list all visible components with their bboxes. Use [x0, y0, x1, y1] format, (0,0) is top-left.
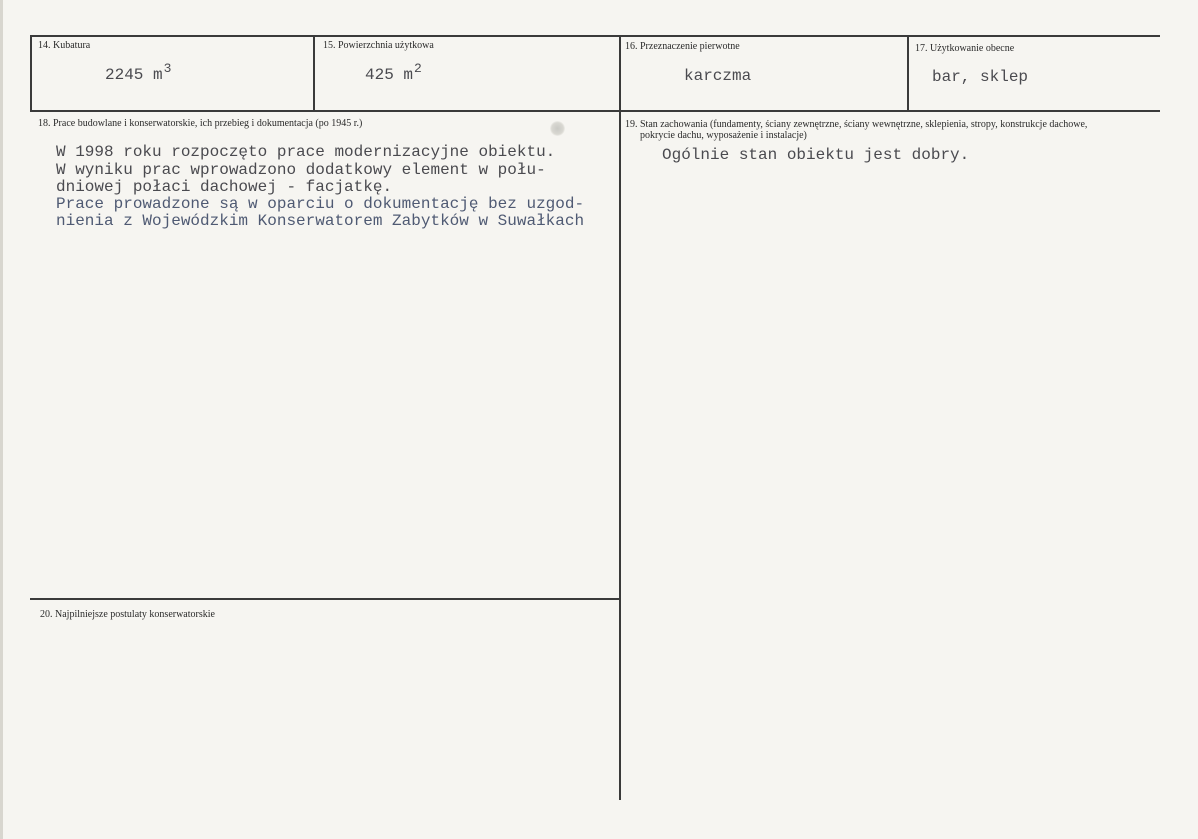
- field-18-line-3: dniowej połaci dachowej - facjatkę.: [56, 178, 393, 196]
- left-border: [30, 35, 32, 112]
- field-16-value: karczma: [684, 67, 752, 85]
- field-15-value: 425 $m^2$: [365, 61, 422, 84]
- row1-bottom-rule: [30, 110, 1160, 112]
- field-18-line-4: Prace prowadzone są w oparciu o dokumentację bez uzgod-: [56, 195, 585, 213]
- field-18-line-1: W 1998 roku rozpoczęto prace modernizacyjne obiektu.: [56, 143, 556, 161]
- field-17-value: bar, sklep: [932, 68, 1029, 86]
- field-20-label: 20. Najpilniejsze postulaty konserwatorskie: [40, 609, 215, 620]
- field-16-label: 16. Przeznaczenie pierwotne: [625, 41, 740, 52]
- field-19-value: Ogólnie stan obiektu jest dobry.: [662, 146, 970, 164]
- row2-split-rule: [30, 598, 621, 600]
- field-14-value: 2245 $m^3$: [105, 61, 172, 84]
- top-rule: [30, 35, 1160, 37]
- field-15-label: 15. Powierzchnia użytkowa: [323, 40, 434, 51]
- divider-15-16: [619, 35, 621, 800]
- field-18-label: 18. Prace budowlane i konserwatorskie, ich przebieg i dokumentacja (po 1945 r.): [38, 118, 363, 129]
- field-18-line-5: nienia z Wojewódzkim Konserwatorem Zabytków w Suwałkach: [56, 212, 585, 230]
- scan-edge: [0, 0, 3, 839]
- divider-14-15: [313, 35, 315, 112]
- stain-mark: [550, 121, 565, 136]
- field-19-label-line-1: 19. Stan zachowania (fundamenty, ściany zewnętrzne, ściany wewnętrzne, sklepienia, stropy, konstrukcje dachowe,: [625, 119, 1088, 130]
- field-19-label-line-2: pokrycie dachu, wyposażenie i instalacje): [640, 130, 807, 141]
- field-14-label: 14. Kubatura: [38, 40, 91, 51]
- field-17-label: 17. Użytkowanie obecne: [915, 43, 1015, 54]
- field-18-line-2: W wyniku prac wprowadzono dodatkowy element w połu-: [56, 161, 546, 179]
- divider-16-17: [907, 35, 909, 112]
